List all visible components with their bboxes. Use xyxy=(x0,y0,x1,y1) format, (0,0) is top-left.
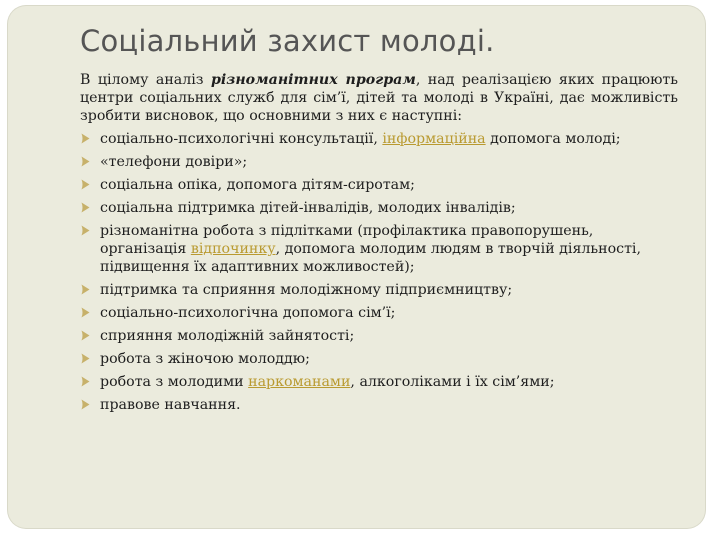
leaf-bullet-icon xyxy=(81,353,90,364)
slide-title: Соціальний захист молоді. xyxy=(80,24,495,58)
leaf-bullet-icon xyxy=(81,202,90,213)
list-item-text: правове навчання. xyxy=(100,397,241,413)
list-item-text: різноманітна робота з підлітками (профілактика правопорушень, організація xyxy=(100,223,594,257)
list-item-text: , допомога молодим людям в творчій діяльності, підвищення їх адаптивних можливостей); xyxy=(100,241,641,275)
list-item xyxy=(80,176,678,194)
list-item-text: , алкоголіками і їх сім’ями; xyxy=(350,374,555,390)
leaf-bullet-icon xyxy=(81,307,90,318)
list-item xyxy=(80,281,678,299)
slide xyxy=(8,6,705,528)
list-item xyxy=(80,153,678,171)
list-item xyxy=(80,373,678,391)
bullet-list xyxy=(80,130,678,414)
list-item xyxy=(80,350,678,368)
leaf-bullet-icon xyxy=(81,179,90,190)
list-item xyxy=(80,396,678,414)
leaf-bullet-icon xyxy=(81,399,90,410)
list-item-text: соціально-психологічні консультації, xyxy=(100,131,383,147)
link-leisure[interactable]: відпочинку xyxy=(190,241,276,257)
leaf-bullet-icon xyxy=(81,225,90,236)
list-item xyxy=(80,199,678,217)
leaf-bullet-icon xyxy=(81,376,90,387)
intro-text-after: , над реалізацією яких працюють центри соціальних служб для сім’ї, дітей та молоді в Україні, дає можливість зробити висновок, що основними з них є наступні: xyxy=(80,72,679,124)
list-item-text: «телефони довіри»; xyxy=(100,154,248,170)
leaf-bullet-icon xyxy=(81,133,90,144)
list-item-text: соціально-психологічна допомога сім’ї; xyxy=(100,305,396,321)
intro-paragraph xyxy=(80,71,678,125)
leaf-bullet-icon xyxy=(81,156,90,167)
list-item-text: сприяння молодіжній зайнятості; xyxy=(100,328,355,344)
list-item-text: соціальна підтримка дітей-інвалідів, молодих інвалідів; xyxy=(100,200,516,216)
list-item xyxy=(80,327,678,345)
list-item-text: допомога молоді; xyxy=(485,131,621,147)
intro-text-before: В цілому аналіз xyxy=(80,72,211,88)
slide-content xyxy=(80,71,678,414)
list-item xyxy=(80,222,678,276)
list-item-text: підтримка та сприяння молодіжному підприємництву; xyxy=(100,282,513,298)
leaf-bullet-icon xyxy=(81,330,90,341)
list-item-text: соціальна опіка, допомога дітям-сиротам; xyxy=(100,177,415,193)
list-item xyxy=(80,304,678,322)
list-item-text: робота з молодими xyxy=(100,374,249,390)
list-item xyxy=(80,130,678,148)
intro-emphasis: різноманітних програм xyxy=(210,72,416,88)
list-item-text: робота з жіночою молоддю; xyxy=(100,351,310,367)
link-informational[interactable]: інформаційна xyxy=(382,131,486,147)
leaf-bullet-icon xyxy=(81,284,90,295)
link-drug-addicts[interactable]: наркоманами xyxy=(248,374,351,390)
